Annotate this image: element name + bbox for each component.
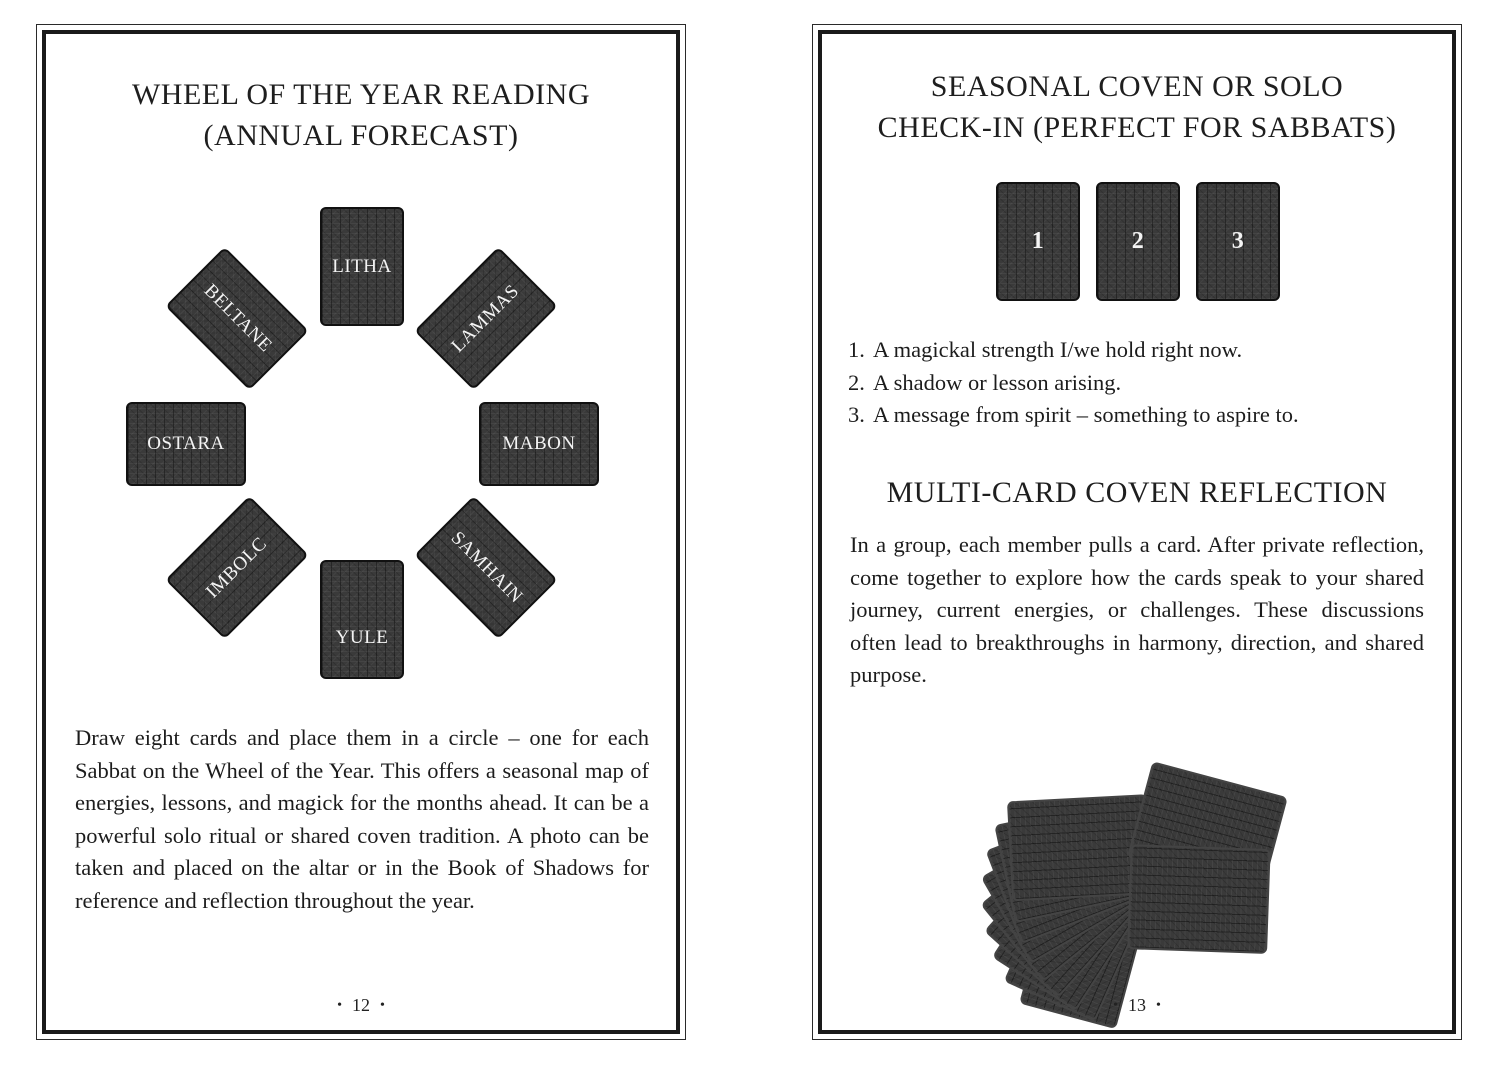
list-number: 3.: [848, 402, 865, 427]
spread-card-2: [1096, 182, 1180, 301]
card-label: SAMHAIN: [446, 527, 527, 608]
title-line-1: SEASONAL COVEN OR SOLO: [930, 70, 1344, 103]
card-number: 2: [1131, 228, 1145, 254]
list-item: [848, 399, 1299, 432]
body-paragraph: Draw eight cards and place them in a circle – one for each Sabbat on the Wheel of the Year. This offers a seasonal map of energies, lessons, and magick for the months ahead. It can be a powerful solo ritual or shared coven tradition. A photo can be taken and placed on the altar or in the Book of Shadows for reference and reflection throughout the year.: [75, 725, 649, 913]
list-number: 2.: [848, 369, 865, 395]
card-ostara: [126, 402, 246, 486]
title-line-1: WHEEL OF THE YEAR READING: [131, 78, 590, 111]
page-number-dot: •: [1113, 998, 1118, 1013]
spread-card-3: [1196, 182, 1280, 301]
card-label: YULE: [335, 626, 389, 648]
position-list: [848, 334, 1299, 432]
left-page: [36, 24, 686, 1040]
card-litha: [320, 207, 404, 326]
card-label: IMBOLC: [202, 532, 272, 602]
page-number-dot: •: [1156, 998, 1161, 1013]
title-line-2: (ANNUAL FORECAST): [203, 119, 519, 152]
list-item: [848, 367, 1299, 400]
card-label: LAMMAS: [447, 280, 524, 357]
card-label: MABON: [502, 433, 576, 454]
card-mabon: [479, 402, 599, 486]
title-line-2: CHECK-IN (PERFECT FOR SABBATS): [877, 111, 1397, 144]
spread-card-1: [996, 182, 1080, 301]
list-number: 1.: [848, 337, 865, 362]
card-yule: [320, 560, 404, 679]
section-heading: MULTI-CARD COVEN REFLECTION: [886, 476, 1388, 509]
card-label: BELTANE: [199, 280, 276, 357]
right-page: [812, 24, 1462, 1040]
page-number-value: 13: [1128, 995, 1146, 1015]
page-title: [812, 66, 1462, 148]
page-number-value: 12: [352, 995, 370, 1015]
page-number: [36, 995, 686, 1016]
page-number: [812, 995, 1462, 1016]
card-label: LITHA: [332, 255, 392, 277]
list-text: A magickal strength I/we hold right now.: [873, 337, 1243, 362]
fanned-cards-illustration: [992, 714, 1292, 954]
list-text: A message from spirit – something to aspire to.: [873, 402, 1299, 427]
list-text: A shadow or lesson arising.: [873, 369, 1122, 395]
list-item: [848, 334, 1299, 367]
card-number: 1: [1031, 228, 1045, 254]
page-number-dot: •: [380, 998, 385, 1013]
card-number: 3: [1231, 228, 1245, 254]
page-title: [36, 74, 686, 156]
card-label: OSTARA: [147, 433, 225, 454]
body-paragraph: In a group, each member pulls a card. After private reflection, come together to explore how the cards speak to your shared journey, current energies, or challenges. These discussions often lead to breakthroughs in harmony, direction, and shared purpose.: [850, 532, 1424, 687]
page-number-dot: •: [337, 998, 342, 1013]
fan-card: [1127, 844, 1271, 954]
